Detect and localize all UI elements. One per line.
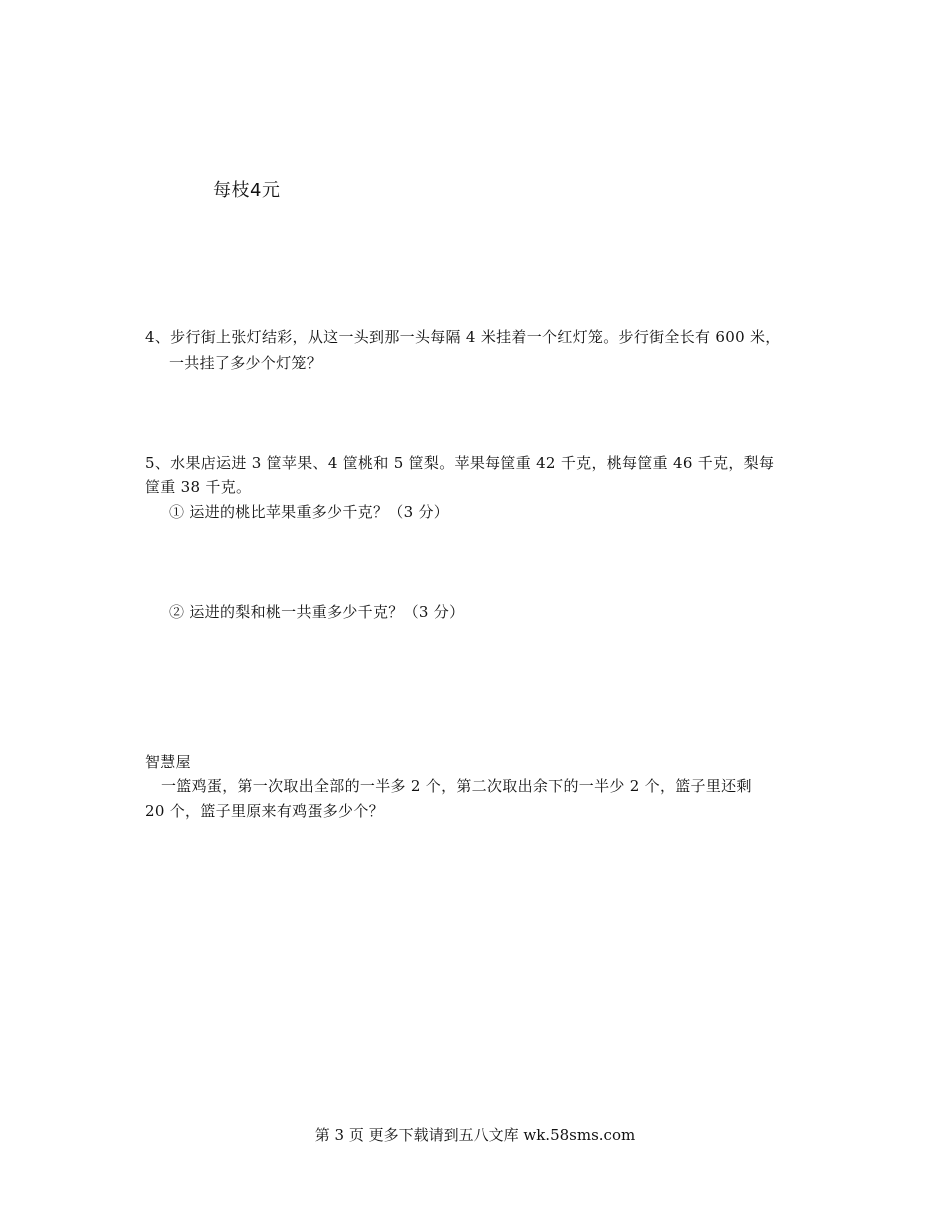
page-footer: 第 3 页 更多下载请到五八文库 wk.58sms.com	[314, 1126, 636, 1144]
wisdom-question-line-2: 20 个，篮子里原来有鸡蛋多少个？	[145, 802, 384, 820]
question-4-line-1: 4、步行街上张灯结彩，从这一头到那一头每隔 4 米挂着一个红灯笼。步行街全长有 600 米，	[145, 328, 781, 346]
wisdom-section-title: 智慧屋	[145, 753, 191, 771]
question-4-line-2: 一共挂了多少个灯笼？	[169, 354, 323, 372]
question-5-line-1: 5、水果店运进 3 筐苹果、4 筐桃和 5 筐梨。苹果每筐重 42 千克，桃每筐重 46 千克，梨每	[145, 454, 775, 472]
price-label: 每枝4元	[213, 180, 281, 201]
wisdom-question-line-1: 一篮鸡蛋，第一次取出全部的一半多 2 个，第二次取出余下的一半少 2 个，篮子里还剩	[161, 777, 752, 795]
question-5-line-2: 筐重 38 千克。	[145, 478, 252, 496]
question-5-subquestion-1: ① 运进的桃比苹果重多少千克？（3 分）	[169, 503, 450, 521]
question-5-subquestion-2: ② 运进的梨和桃一共重多少千克？（3 分）	[169, 603, 465, 621]
